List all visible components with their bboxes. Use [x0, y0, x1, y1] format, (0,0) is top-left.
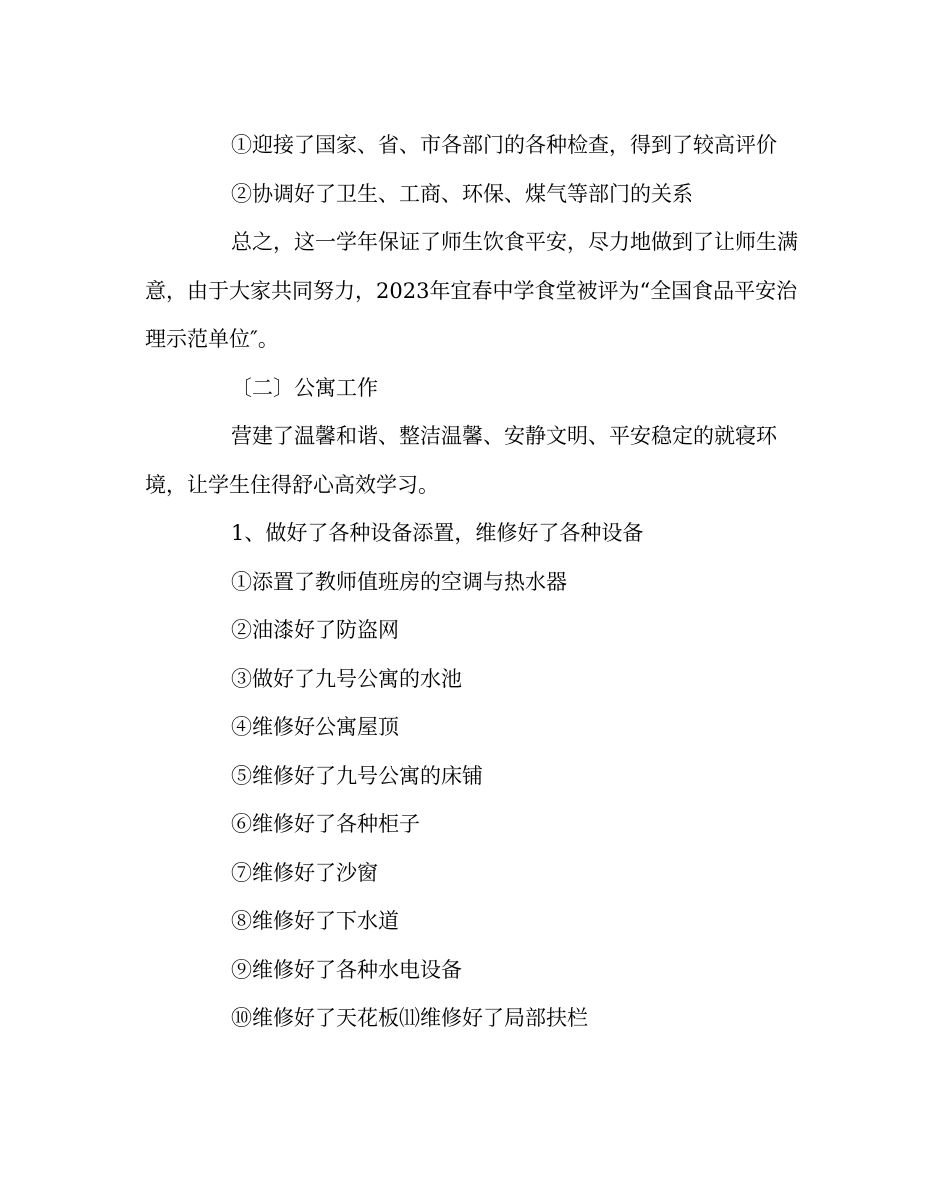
list-item: ③做好了九号公寓的水池 [231, 666, 462, 691]
list-heading-equipment: 1、做好了各种设备添置，维修好了各种设备 [231, 521, 644, 545]
list-item: ④维修好公寓屋顶 [231, 715, 399, 739]
paragraph-coordination: ②协调好了卫生、工商、环保、煤气等部门的关系 [231, 181, 693, 206]
list-item: ②油漆好了防盗网 [231, 618, 399, 642]
list-item: ⑥维修好了各种柜子 [231, 812, 420, 836]
list-item: ⑨维修好了各种水电设备 [231, 957, 462, 982]
paragraph-summary: 总之，这一学年保证了师生饮食平安，尽力地做到了让师生满意，由于大家共同努力，2023年宜春中学食堂被评为“全国食品平安治理示范单位″。 [145, 230, 798, 351]
list-item: ⑤维修好了九号公寓的床铺 [231, 763, 483, 788]
list-item: ⑧维修好了下水道 [231, 909, 399, 933]
list-item: ⑦维修好了沙窗 [231, 860, 378, 885]
list-item: ⑩维修好了天花板⑾维修好了局部扶栏 [231, 1006, 588, 1030]
list-item: ①添置了教师值班房的空调与热水器 [231, 569, 567, 594]
document-body [145, 121, 805, 1043]
paragraph-inspection: ①迎接了国家、省、市各部门的各种检查，得到了较高评价 [231, 133, 777, 157]
section-heading-apartment: 〔二〕公寓工作 [231, 375, 378, 400]
paragraph-apartment-environment: 营建了温馨和谐、整洁温馨、安静文明、平安稳定的就寝环境，让学生住得舒心高效学习。 [145, 424, 777, 497]
